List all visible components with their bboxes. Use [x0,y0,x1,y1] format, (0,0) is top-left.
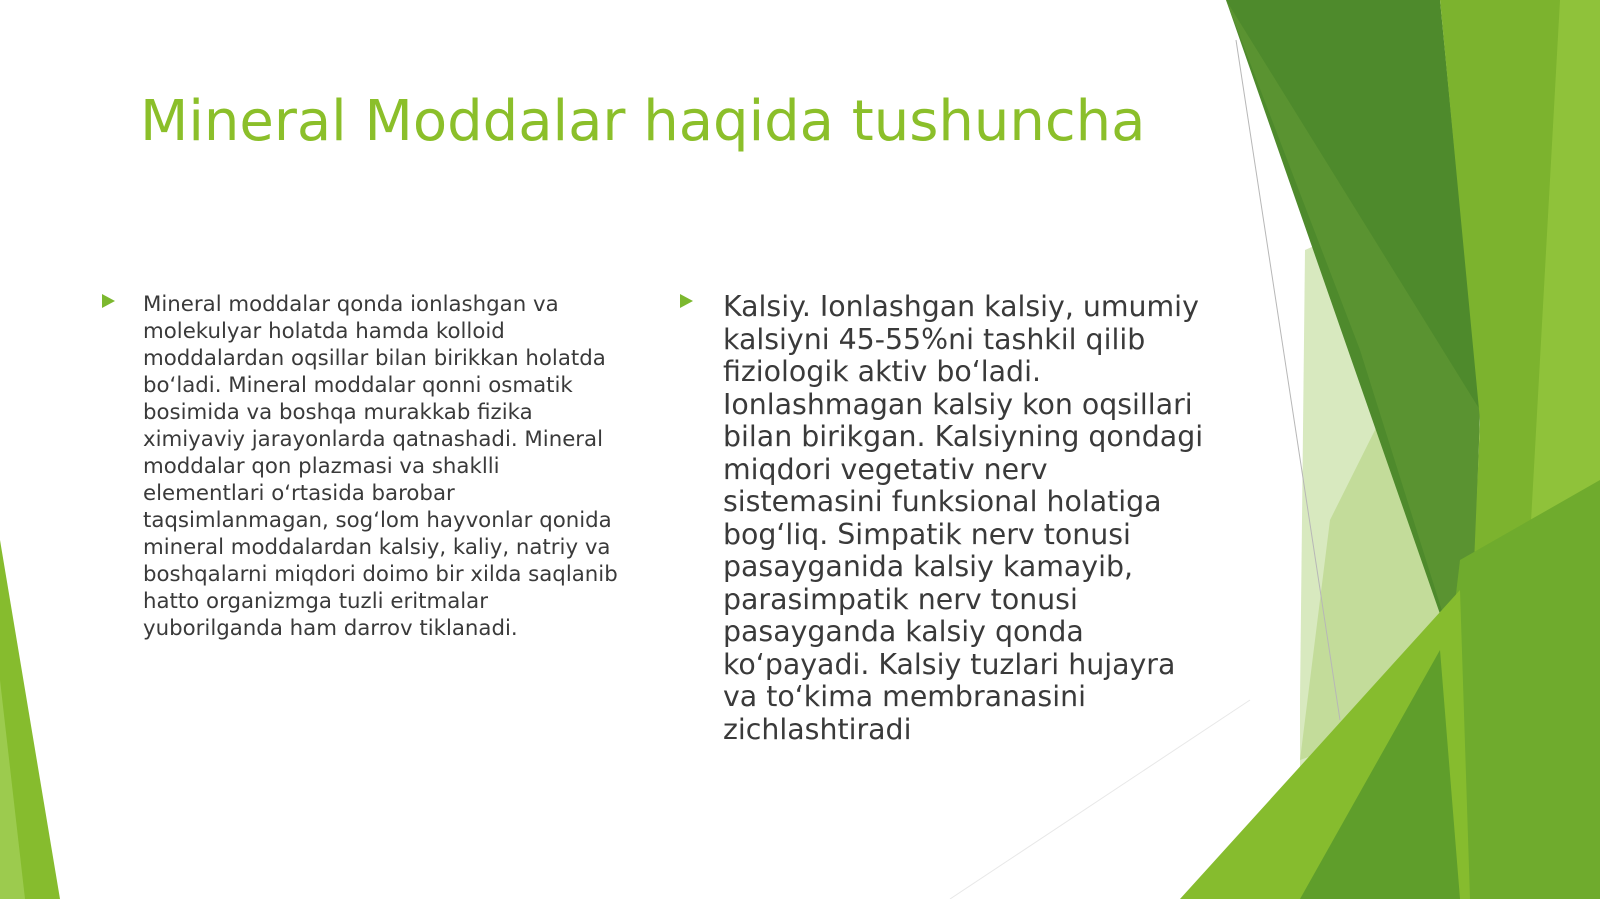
slide-title: Mineral Moddalar haqida tushuncha [140,89,1146,154]
right-bullet-text: Kalsiy. Ionlashgan kalsiy, umumiy kalsiyni 45-55%ni tashkil qilib fiziologik aktiv bo‘ladi. Ionlashmagan kalsiy kon oqsillari bilan birikgan. Kalsiyning qondagi miqdori vegetativ nerv sistemasini funksional holatiga bog‘liq. Simpatik nerv tonusi pasayganida kalsiy kamayib, parasimpatik nerv tonusi pasayganda kalsiy qonda ko‘payadi. Kalsiy tuzlari hujayra va to‘kima membranasini zichlashtiradi [723,290,1204,746]
right-bullet-item [680,291,1210,746]
left-bullet-text: Mineral moddalar qonda ionlashgan va molekulyar holatda hamda kolloid moddalardan oqsillar bilan birikkan holatda bo‘ladi. Mineral moddalar qonni osmatik bosimida va boshqa murakkab fizika ximiyaviy jarayonlarda qatnashadi. Mineral moddalar qon plazmasi va shaklli elementlari o‘rtasida barobar taqsimlanmagan, sog‘lom hayvonlar qonida mineral moddalardan kalsiy, kaliy, natriy va boshqalarni miqdori doimo bir xilda saqlanib hatto organizmga tuzli eritmalar yuborilganda ham darrov tiklanadi. [143,292,618,641]
triangle-bullet-icon [102,294,115,308]
triangle-bullet-icon [680,294,693,308]
left-bullet-item [102,291,622,642]
